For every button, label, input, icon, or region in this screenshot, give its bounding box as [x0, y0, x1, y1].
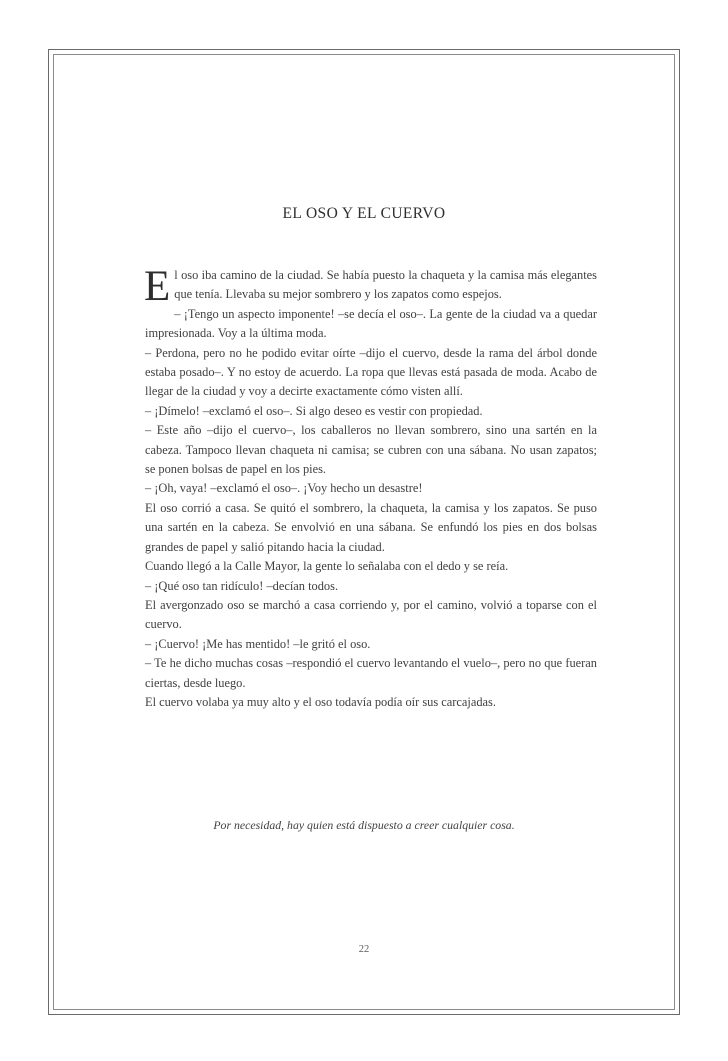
story-moral: Por necesidad, hay quien está dispuesto a creer cualquier cosa. [213, 818, 515, 832]
paragraph: Cuando llegó a la Calle Mayor, la gente lo señalaba con el dedo y se reía. [145, 559, 509, 574]
paragraph [144, 263, 597, 310]
paragraph: El oso corrió a casa. Se quitó el sombrero, la chaqueta, la camisa y los zapatos. Se puso una sartén en la cabeza. Se envolvió en una sábana. Se enfundó los pies en dos bolsas grandes de papel y salió pitando hacia la ciudad. [145, 500, 597, 554]
page-number: 22 [358, 944, 370, 955]
paragraph-text: l oso iba camino de la ciudad. Se había puesto la chaqueta y la camisa más elegantes que tenía. Llevaba su mejor sombrero y los zapatos como espejos. [174, 268, 597, 302]
paragraph: – Este año –dijo el cuervo–, los caballeros no llevan sombrero, sino una sartén en la cabeza. Tampoco llevan chaqueta ni camisa; se cubren con una sábana. No usan zapatos; se ponen bolsas de papel en los pies. [145, 423, 597, 477]
paragraph: – ¡Oh, vaya! –exclamó el oso–. ¡Voy hecho un desastre! [145, 481, 423, 496]
story-body [144, 263, 597, 712]
paragraph: – Perdona, pero no he podido evitar oírte –dijo el cuervo, desde la rama del árbol donde estaba posado–. Y no estoy de acuerdo. La ropa que llevas está pasada de moda. Acabo de llegar de la ciudad y voy a decirte exactamente cómo visten allí. [145, 345, 597, 399]
paragraph: – ¡Dímelo! –exclamó el oso–. Si algo deseo es vestir con propiedad. [145, 403, 483, 418]
paragraph: El avergonzado oso se marchó a casa corriendo y, por el camino, volvió a toparse con el cuervo. [145, 597, 597, 632]
paragraph: El cuervo volaba ya muy alto y el oso todavía podía oír sus carcajadas. [145, 694, 496, 709]
paragraph: – ¡Cuervo! ¡Me has mentido! –le gritó el oso. [145, 636, 371, 651]
story-title: EL OSO Y EL CUERVO [282, 205, 446, 222]
drop-cap: E [144, 263, 171, 310]
paragraph: – Te he dicho muchas cosas –respondió el cuervo levantando el vuelo–, pero no que fueran ciertas, desde luego. [145, 656, 597, 690]
paragraph: – ¡Qué oso tan ridículo! –decían todos. [145, 578, 339, 593]
paragraph: – ¡Tengo un aspecto imponente! –se decía el oso–. La gente de la ciudad va a quedar impresionada. Voy a la última moda. [145, 306, 597, 341]
